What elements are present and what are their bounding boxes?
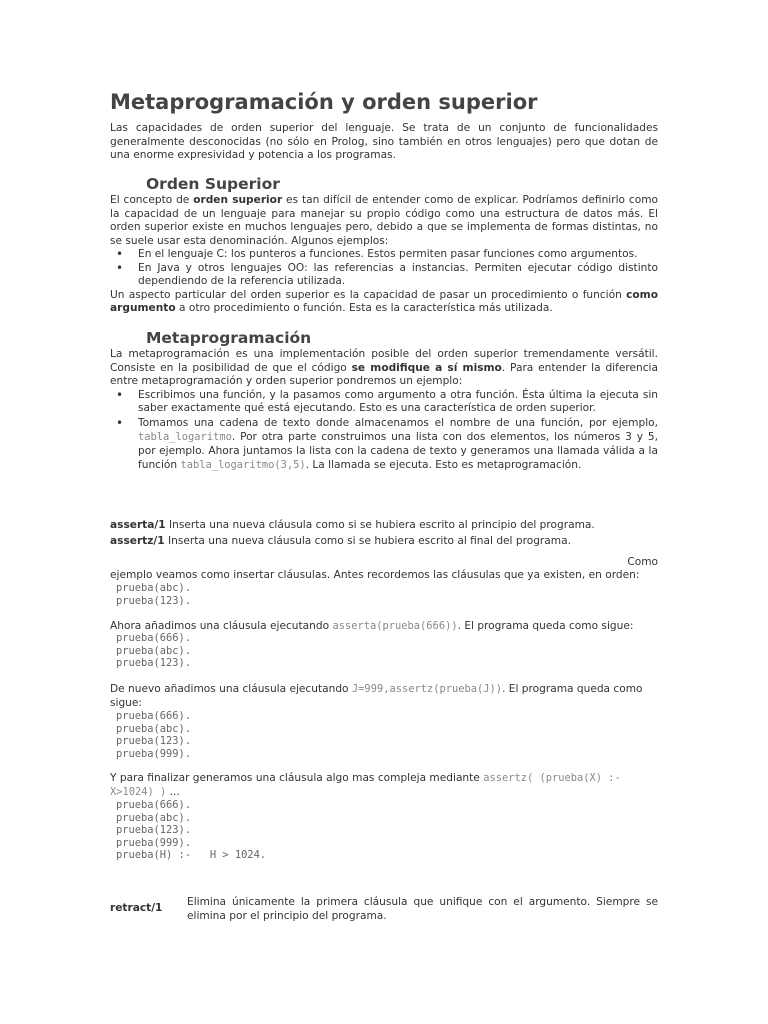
example-intro: ejemplo veamos como insertar cláusulas. Antes recordemos las cláusulas que ya existen, en orden: [110, 569, 640, 581]
code-block-4: prueba(666). prueba(abc). prueba(123). prueba(999). prueba(H) :- H > 1024. [116, 799, 267, 862]
example-lead-word: Como [627, 556, 658, 568]
orden-paragraph-1: El concepto de orden superior es tan difícil de entender como de explicar. Podríamos definirlo como la capacidad de un lenguaje para manejar su propio código como una estructura de datos más. El orden superior existe en muchos lenguajes pero, debido a que se implementa de formas distintas, no se suele usar esta denominación. Algunos ejemplos: [110, 194, 658, 247]
list-item: • Tomamos una cadena de texto donde almacenamos el nombre de una función, por ejemplo, tabla_logaritmo. Por otra parte construimos una lista con dos elementos, los números 3 y 5, por ejemplo. Ahora juntamos la lista con la cadena de texto y generamos una llamada válida a la función tabla_logaritmo(3,5). La llamada se ejecuta. Esto es metaprogramación. [110, 416, 658, 473]
meta-paragraph-1: La metaprogramación es una implementación posible del orden superior tremendamente versátil. Consiste en la posibilidad de que el código se modifique a sí mismo. Para entender la diferencia entre metaprogramación y orden superior pondremos un ejemplo: [110, 348, 658, 387]
predicate-name: assertz/1 [110, 535, 165, 547]
predicate-name: asserta/1 [110, 519, 166, 531]
orden-paragraph-2: Un aspecto particular del orden superior es la capacidad de pasar un procedimiento o función como argumento a otro procedimiento o función. Esta es la característica más utilizada. [110, 288, 658, 314]
list-item: • En el lenguaje C: los punteros a funciones. Estos permiten pasar funciones como argumentos. [110, 248, 658, 262]
section-heading-orden-superior: Orden Superior [146, 175, 280, 193]
code-block-3: prueba(666). prueba(abc). prueba(123). prueba(999). [116, 710, 192, 760]
metaprogramacion-section [110, 348, 658, 472]
asserta-definition: asserta/1 Inserta una nueva cláusula como si se hubiera escrito al principio del programa. [110, 519, 595, 531]
inline-code: asserta(prueba(666)) [332, 620, 458, 632]
code-block-2: prueba(666). prueba(abc). prueba(123). [116, 632, 192, 670]
section-heading-metaprogramacion: Metaprogramación [146, 329, 312, 347]
orden-examples-list [110, 248, 658, 289]
assertz-definition: assertz/1 Inserta una nueva cláusula como si se hubiera escrito al final del programa. [110, 535, 571, 547]
example-paragraph-3: De nuevo añadimos una cláusula ejecutando J=999,assertz(prueba(J)). El programa queda como sigue: [110, 683, 643, 709]
retract-name: retract/1 [110, 902, 163, 914]
code-block-1: prueba(abc). prueba(123). [116, 582, 192, 607]
retract-description: Elimina únicamente la primera cláusula que unifique con el argumento. Siempre se elimina por el principio del programa. [187, 896, 658, 922]
page-title: Metaprogramación y orden superior [110, 90, 538, 114]
inline-code: assertz( (prueba(X) :- X>1024) ) [110, 772, 621, 798]
example-paragraph-2: Ahora añadimos una cláusula ejecutando asserta(prueba(666)). El programa queda como sigue: [110, 620, 634, 632]
inline-code: tabla_logaritmo(3,5) [180, 459, 306, 472]
intro-paragraph: Las capacidades de orden superior del lenguaje. Se trata de un conjunto de funcionalidades generalmente desconocidas (no sólo en Prolog, sino también en otros lenguajes) pero que dotan de una enorme expresividad y potencia a los programas. [110, 122, 658, 161]
list-item: • Escribimos una función, y la pasamos como argumento a otra función. Ésta última la ejecuta sin saber exactamente qué está ejecutando. Esto es una característica de orden superior. [110, 389, 658, 416]
inline-code: J=999,assertz(prueba(J)) [351, 683, 503, 695]
example-paragraph-4: Y para finalizar generamos una cláusula algo mas compleja mediante assertz( (prueba(X) :- X>1024) ) ... [110, 772, 621, 798]
list-item: • En Java y otros lenguajes OO: las referencias a instancias. Permiten ejecutar código distinto dependiendo de la referencia utilizada. [110, 262, 658, 289]
inline-code: tabla_logaritmo [138, 430, 232, 443]
orden-superior-section [110, 194, 658, 316]
meta-examples-list [110, 389, 658, 473]
